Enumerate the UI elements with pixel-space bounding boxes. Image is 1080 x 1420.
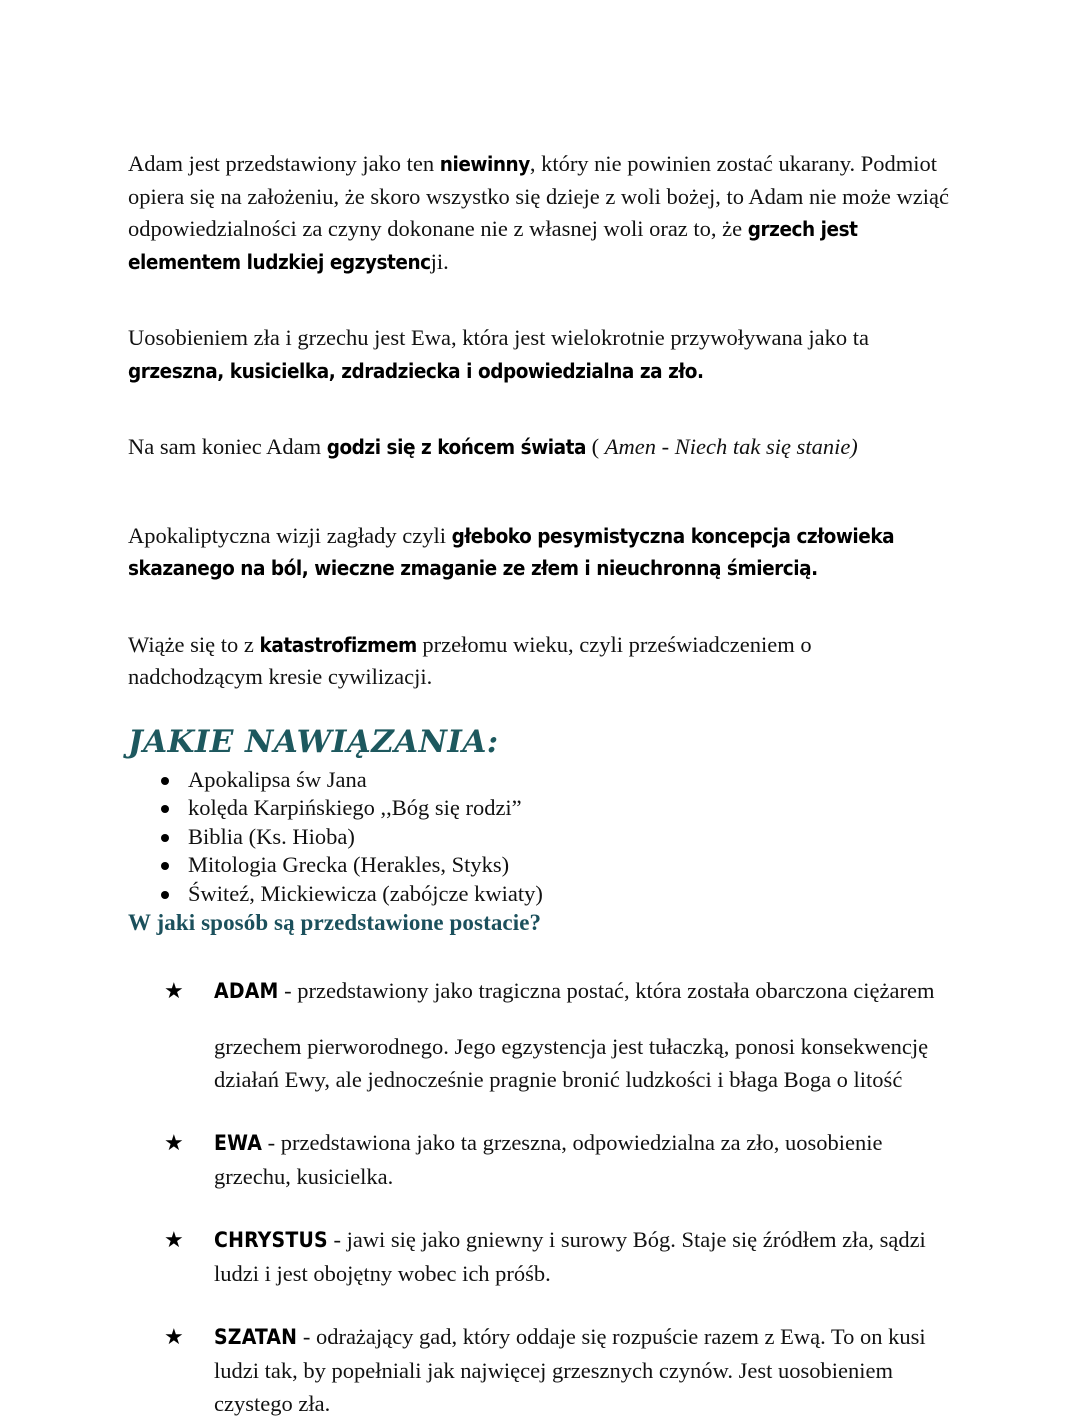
star-icon: ★ [164,1131,184,1156]
paragraph-catastrophism [128,629,952,694]
bullet-dot-icon [161,777,169,785]
spacer [128,694,952,722]
spacer [128,1290,952,1320]
paragraph-adam-innocent [128,148,952,278]
star-icon: ★ [164,979,184,1004]
references-heading: JAKIE NAWIĄZANIA: [128,723,499,760]
character-entry-adam [164,974,952,1096]
bullet-dot-icon [161,805,169,813]
spacer [128,585,952,629]
text-run: Uosobieniem zła i grzechu jest Ewa, która jest wielokrotnie przywoływana jako ta [128,325,870,350]
emphasis-godzi-sie: godzi się z końcem świata [326,435,586,459]
character-description: przedstawiona jako ta grzeszna, odpowiedzialna za zło, uosobienie grzechu, kusicielka. [214,1130,883,1189]
list-item-label: kolęda Karpińskiego ,,Bóg się rodzi” [188,795,522,820]
text-run: przełomu wieku, czyli przeświadczeniem o nadchodzącym kresie cywilizacji. [128,631,812,689]
list-item [128,851,952,880]
star-icon: ★ [164,1325,184,1350]
bullet-dot-icon [161,834,169,842]
star-icon: ★ [164,1228,184,1253]
text-run: Na sam koniec Adam [128,434,327,459]
text-run: Adam jest przedstawiony jako ten [128,151,440,176]
text-run: ji. [430,248,449,274]
spacer [128,938,952,974]
character-entry-ewa [164,1126,952,1193]
paragraph-ewa-evil [128,322,952,387]
spacer [128,1193,952,1223]
character-name-chrystus: CHRYSTUS [214,1228,328,1252]
spacer [214,1008,952,1030]
character-entry-chrystus [164,1223,952,1290]
character-name-szatan: SZATAN [214,1325,298,1349]
italic-amen: Amen - Niech tak się stanie) [604,434,858,459]
list-item-label: Mitologia Grecka (Herakles, Styks) [188,852,510,877]
emphasis-niewinny: niewinny [439,152,530,176]
list-item [128,880,952,909]
character-description: jawi się jako gniewny i surowy Bóg. Staje się źródłem zła, sądzi ludzi i jest obojętny wobec ich próśb. [214,1227,926,1286]
paragraph-end-of-world [128,431,952,464]
list-item-label: Apokalipsa św Jana [188,766,367,792]
text-run: ( [586,434,605,459]
list-item [128,794,952,823]
characters-heading: W jaki sposób są przedstawione postacie? [128,910,542,935]
spacer [128,387,952,431]
text-run: , który nie powinien zostać ukarany. Podmiot opiera się na założeniu, że skoro wszystko się dzieje z woli bożej, to Adam nie może wziąć odpowiedzialności za czyny dokonane nie z własnej woli oraz to, że [128,151,949,241]
text-run: - [297,1324,316,1349]
list-item-label: Świteź, Mickiewicza (zabójcze kwiaty) [188,880,543,906]
bullet-dot-icon [161,862,169,870]
spacer [128,278,952,322]
references-list [128,766,952,909]
character-entry-szatan [164,1320,952,1420]
character-description-rest: grzechem pierworodnego. Jego egzystencja jest tułaczką, ponosi konsekwencję działań Ewy, ale jednocześnie pragnie bronić ludzkości i błaga Boga o litość [214,1034,929,1092]
character-description: odrażający gad, który oddaje się rozpuście razem z Ewą. To on kusi ludzi tak, by popełniali jak najwięcej grzesznych czynów. Jest uosobieniem czystego zła. [214,1324,926,1416]
text-run: Wiąże się to z [128,631,260,657]
text-run: - [327,1227,347,1252]
emphasis-katastrofizm: katastrofizmem [259,632,417,657]
spacer [128,464,952,520]
character-description-line1: przedstawiony jako tragiczna postać, która została obarczona ciężarem [297,978,935,1003]
list-item [128,766,952,795]
text-run: - [262,1130,281,1155]
character-name-ewa: EWA [214,1131,263,1155]
spacer [128,1096,952,1126]
emphasis-pessimistic-concept: głeboko pesymistyczna koncepcja człowieka skazanego na ból, wieczne zmaganie ze złem i nieuchronną śmiercią. [128,523,895,580]
emphasis-grzech-element: grzech jest elementem ludzkiej egzystenc [128,217,858,274]
list-item-label: Biblia (Ks. Hioba) [188,823,355,849]
character-name-adam: ADAM [214,979,279,1003]
text-run: - [278,978,298,1003]
bullet-dot-icon [161,891,169,899]
text-run: Apokaliptyczna wizji zagłady czyli [128,522,452,548]
paragraph-apocalyptic-vision [128,520,952,585]
emphasis-grzeszna-kusicielka: grzeszna, kusicielka, zdradziecka i odpowiedzialna za zło. [128,358,704,383]
list-item [128,823,952,852]
